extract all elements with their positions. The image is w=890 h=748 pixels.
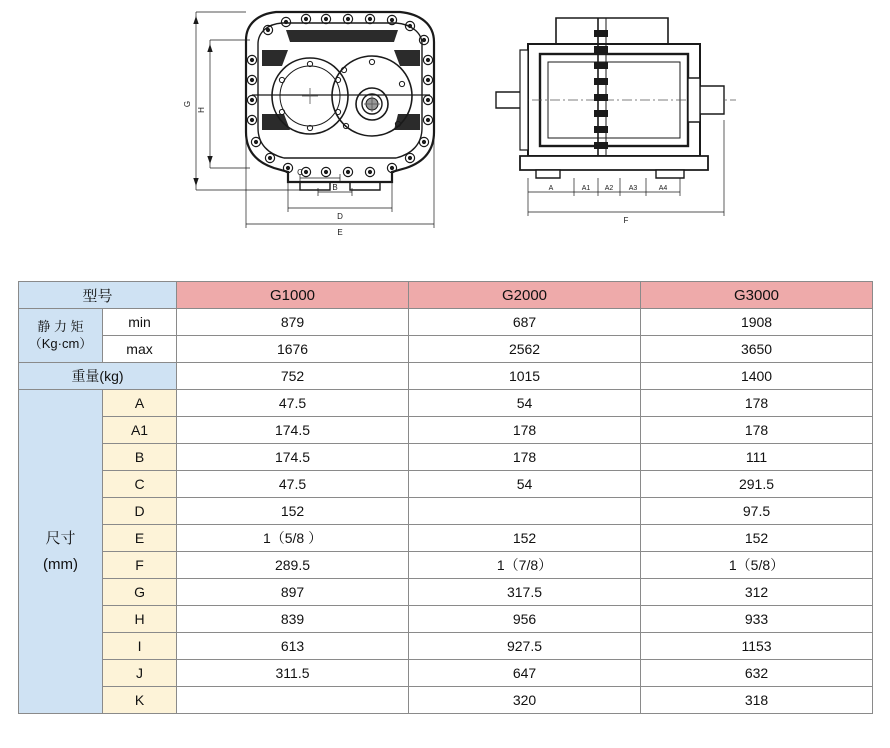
dim-label-A1: A1 <box>581 185 591 192</box>
dim-H-g2000: 956 <box>409 606 641 633</box>
dim-key-I: I <box>103 633 177 660</box>
dim-key-J: J <box>103 660 177 687</box>
weight-g2000: 1015 <box>409 363 641 390</box>
gearbox-front-elevation-drawing <box>183 12 434 237</box>
table-row-torque-min <box>19 309 873 336</box>
table-row-dim-B <box>19 444 873 471</box>
torque-max-label: max <box>103 336 177 363</box>
table-row-dim-A <box>19 390 873 417</box>
dim-J-g1000: 311.5 <box>177 660 409 687</box>
dim-label-H: H <box>197 107 206 113</box>
dim-C-g1000: 47.5 <box>177 471 409 498</box>
dim-A1-g2000: 178 <box>409 417 641 444</box>
dim-label-G: G <box>183 100 192 108</box>
table-row-dim-E <box>19 525 873 552</box>
gearbox-side-elevation-drawing <box>496 18 736 225</box>
model-g2000: G2000 <box>409 282 641 309</box>
dim-I-g3000: 1153 <box>641 633 873 660</box>
table-row-weight <box>19 363 873 390</box>
table-row-torque-max <box>19 336 873 363</box>
dim-G-g1000: 897 <box>177 579 409 606</box>
dim-D-g3000: 97.5 <box>641 498 873 525</box>
dim-G-g3000: 312 <box>641 579 873 606</box>
model-g1000: G1000 <box>177 282 409 309</box>
dimension-label-line2: (mm) <box>43 555 78 573</box>
dim-label-A2: A2 <box>604 185 614 192</box>
torque-min-g2000: 687 <box>409 309 641 336</box>
dim-key-A: A <box>103 390 177 417</box>
dim-label-D: D <box>337 212 343 221</box>
dim-key-E: E <box>103 525 177 552</box>
dim-F-g3000: 1（5/8） <box>641 552 873 579</box>
weight-label: 重量(kg) <box>19 363 177 390</box>
dim-H-g1000: 839 <box>177 606 409 633</box>
dim-A-g1000: 47.5 <box>177 390 409 417</box>
table-row-dim-J <box>19 660 873 687</box>
table-row-dim-C <box>19 471 873 498</box>
dim-F-g1000: 289.5 <box>177 552 409 579</box>
dim-A-g2000: 54 <box>409 390 641 417</box>
table-row-dim-H <box>19 606 873 633</box>
dim-label-B: B <box>332 183 338 192</box>
table-row-dim-A1 <box>19 417 873 444</box>
torque-label <box>19 309 103 363</box>
dim-label-A: A <box>548 185 554 192</box>
dim-label-A4: A4 <box>658 185 668 192</box>
model-label: 型号 <box>19 282 177 309</box>
weight-g3000: 1400 <box>641 363 873 390</box>
dim-G-g2000: 317.5 <box>409 579 641 606</box>
dim-J-g2000: 647 <box>409 660 641 687</box>
dim-E-g2000: 152 <box>409 525 641 552</box>
dim-label-A3: A3 <box>628 185 638 192</box>
dim-D-g2000 <box>409 498 641 525</box>
dim-B-g3000: 111 <box>641 444 873 471</box>
table-row-model-header <box>19 282 873 309</box>
dim-B-g1000: 174.5 <box>177 444 409 471</box>
drawings-svg <box>0 0 890 262</box>
torque-max-g3000: 3650 <box>641 336 873 363</box>
dim-C-g2000: 54 <box>409 471 641 498</box>
table-row-dim-D <box>19 498 873 525</box>
dim-E-g1000: 1（5/8 ） <box>177 525 409 552</box>
dim-C-g3000: 291.5 <box>641 471 873 498</box>
torque-min-label: min <box>103 309 177 336</box>
dim-label-F: F <box>623 216 629 225</box>
weight-g1000: 752 <box>177 363 409 390</box>
dim-key-H: H <box>103 606 177 633</box>
dim-I-g2000: 927.5 <box>409 633 641 660</box>
dim-key-B: B <box>103 444 177 471</box>
table-row-dim-G <box>19 579 873 606</box>
dim-A-g3000: 178 <box>641 390 873 417</box>
dim-key-G: G <box>103 579 177 606</box>
technical-drawing-area <box>0 0 890 262</box>
torque-label-line1: 静 力 矩 <box>37 319 84 335</box>
torque-label-line2: （Kg·cm） <box>28 335 93 351</box>
specification-table <box>18 281 873 714</box>
dim-key-D: D <box>103 498 177 525</box>
dim-B-g2000: 178 <box>409 444 641 471</box>
dim-A1-g3000: 178 <box>641 417 873 444</box>
model-g3000: G3000 <box>641 282 873 309</box>
dim-label-C: C <box>297 168 303 177</box>
dim-D-g1000: 152 <box>177 498 409 525</box>
dim-K-g3000: 318 <box>641 687 873 714</box>
dim-key-K: K <box>103 687 177 714</box>
torque-max-g1000: 1676 <box>177 336 409 363</box>
table-row-dim-I <box>19 633 873 660</box>
dim-H-g3000: 933 <box>641 606 873 633</box>
dim-key-C: C <box>103 471 177 498</box>
dim-K-g2000: 320 <box>409 687 641 714</box>
table-row-dim-F <box>19 552 873 579</box>
dim-J-g3000: 632 <box>641 660 873 687</box>
dimension-label-line1: 尺寸 <box>45 530 76 547</box>
dim-key-A1: A1 <box>103 417 177 444</box>
torque-min-g3000: 1908 <box>641 309 873 336</box>
dimension-label <box>19 390 103 714</box>
dim-E-g3000: 152 <box>641 525 873 552</box>
dim-label-E: E <box>337 228 343 237</box>
table-row-dim-K <box>19 687 873 714</box>
specification-table-container <box>18 281 872 714</box>
torque-max-g2000: 2562 <box>409 336 641 363</box>
torque-min-g1000: 879 <box>177 309 409 336</box>
dim-K-g1000 <box>177 687 409 714</box>
dim-I-g1000: 613 <box>177 633 409 660</box>
dim-A1-g1000: 174.5 <box>177 417 409 444</box>
dim-key-F: F <box>103 552 177 579</box>
dim-F-g2000: 1（7/8） <box>409 552 641 579</box>
